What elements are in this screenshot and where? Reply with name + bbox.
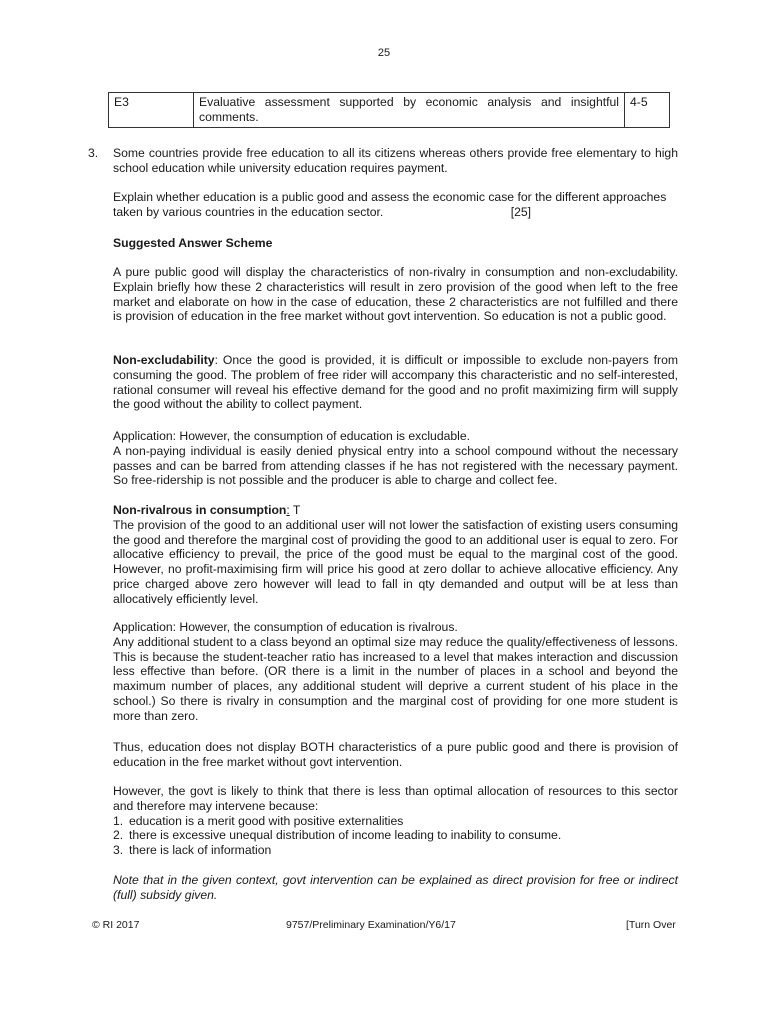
rubric-level: E3: [109, 93, 194, 128]
application-excludable-text: A non-paying individual is easily denied physical entry into a school compound without the necessary passes and can be barred from attending classes if he has not registered with the necessary payment. So free-ridership is not possible and the producer is able to charge and collect fee.: [113, 443, 678, 488]
nonrivalrous-label: Non-rivalrous in consumption: [113, 503, 287, 517]
thus-paragraph: Thus, education does not display BOTH characteristics of a pure public good and there is provision of education in the free market without govt intervention.: [113, 740, 678, 769]
nonrivalrous-tail: T: [289, 503, 301, 517]
note-paragraph: Note that in the given context, govt intervention can be explained as direct provision for free or indirect (full) subsidy given.: [113, 873, 678, 902]
nonrivalrous-colon: :: [286, 503, 290, 517]
question-number: 3.: [88, 146, 99, 160]
question-marks: [25]: [510, 204, 532, 219]
list-item-number: 3.: [113, 843, 124, 858]
footer-turn-over: [Turn Over: [626, 919, 676, 931]
rubric-descriptor: Evaluative assessment supported by economic analysis and insightful comments.: [194, 93, 625, 128]
list-item-text: there is lack of information: [129, 843, 272, 858]
list-item-text: there is excessive unequal distribution of income leading to inability to consume.: [129, 828, 562, 843]
rubric-table: [108, 92, 670, 128]
reasons-list: [113, 814, 678, 858]
nonexcludability-text: : Once the good is provided, it is difficult or impossible to exclude non-payers from consuming the good. The problem of free rider will accompany this characteristic and no self-interested, rational consumer will reveal his effective demand for the good and no profit maximizing firm will supply the good without the ability to collect payment.: [113, 353, 678, 412]
footer-exam-code: 9757/Preliminary Examination/Y6/17: [286, 919, 456, 931]
list-item: [113, 814, 678, 829]
rubric-marks: 4-5: [625, 93, 670, 128]
question-task-text: Explain whether education is a public good and assess the economic case for the different approaches taken by various countries in the education sector.: [113, 190, 667, 219]
nonexcludability-paragraph: [113, 353, 678, 412]
list-item-number: 2.: [113, 828, 124, 843]
answer-intro: A pure public good will display the characteristics of non-rivalry in consumption and non-excludability. Explain briefly how these 2 characteristics will result in zero provision of the good when left to the free market and elaborate on how in the case of education, these 2 characteristics are not fulfilled and there is provision of education in the free market without govt intervention. So education is not a public good.: [113, 265, 678, 324]
list-item-number: 1.: [113, 813, 124, 828]
nonrivalrous-title: [113, 503, 678, 518]
application-excludable: [113, 429, 678, 488]
application-excludable-line: Application: However, the consumption of education is excludable.: [113, 429, 471, 443]
nonrivalrous-text: The provision of the good to an additional user will not lower the satisfaction of existing users consuming the good and therefore the marginal cost of providing the good to an additional user is equal to zero. For allocative efficiency to prevail, the price of the good must be equal to the marginal cost of the good. However, no profit-maximising firm will price his good at zero dollar to achieve allocative efficiency. Any price charged above zero however will lead to fall in qty demanded and output will be at less than allocatively efficiently level.: [113, 517, 678, 606]
list-item: [113, 828, 678, 843]
list-item-text: education is a merit good with positive externalities: [129, 813, 404, 828]
application-rivalrous-text: Any additional student to a class beyond an optimal size may reduce the quality/effectiveness of lessons. This is because the student-teacher ratio has increased to a level that makes interaction and discussion less effective than before. (OR there is a limit in the number of places in a school and beyond the maximum number of places, any additional student will deprive a current student of his place in the school.) So there is rivalry in consumption and the marginal cost of providing for one more student is more than zero.: [113, 634, 678, 723]
page-number: 25: [377, 47, 391, 59]
nonrivalrous-section: [113, 503, 678, 607]
nonexcludability-label: Non-excludability: [113, 353, 215, 367]
application-rivalrous: [113, 620, 678, 724]
question-task: [113, 190, 678, 220]
question-text: Some countries provide free education to all its citizens whereas others provide free elementary to high school education while university education requires payment.: [113, 146, 678, 175]
application-rivalrous-line: Application: However, the consumption of education is rivalrous.: [113, 620, 458, 634]
however-text: However, the govt is likely to think that there is less than optimal allocation of resources to this sector and therefore may intervene because:: [113, 784, 678, 813]
list-item: [113, 843, 678, 858]
table-row: [109, 93, 670, 128]
govt-intervention: [113, 784, 678, 858]
footer-copyright: © RI 2017: [92, 919, 140, 931]
answer-heading: Suggested Answer Scheme: [113, 236, 273, 250]
